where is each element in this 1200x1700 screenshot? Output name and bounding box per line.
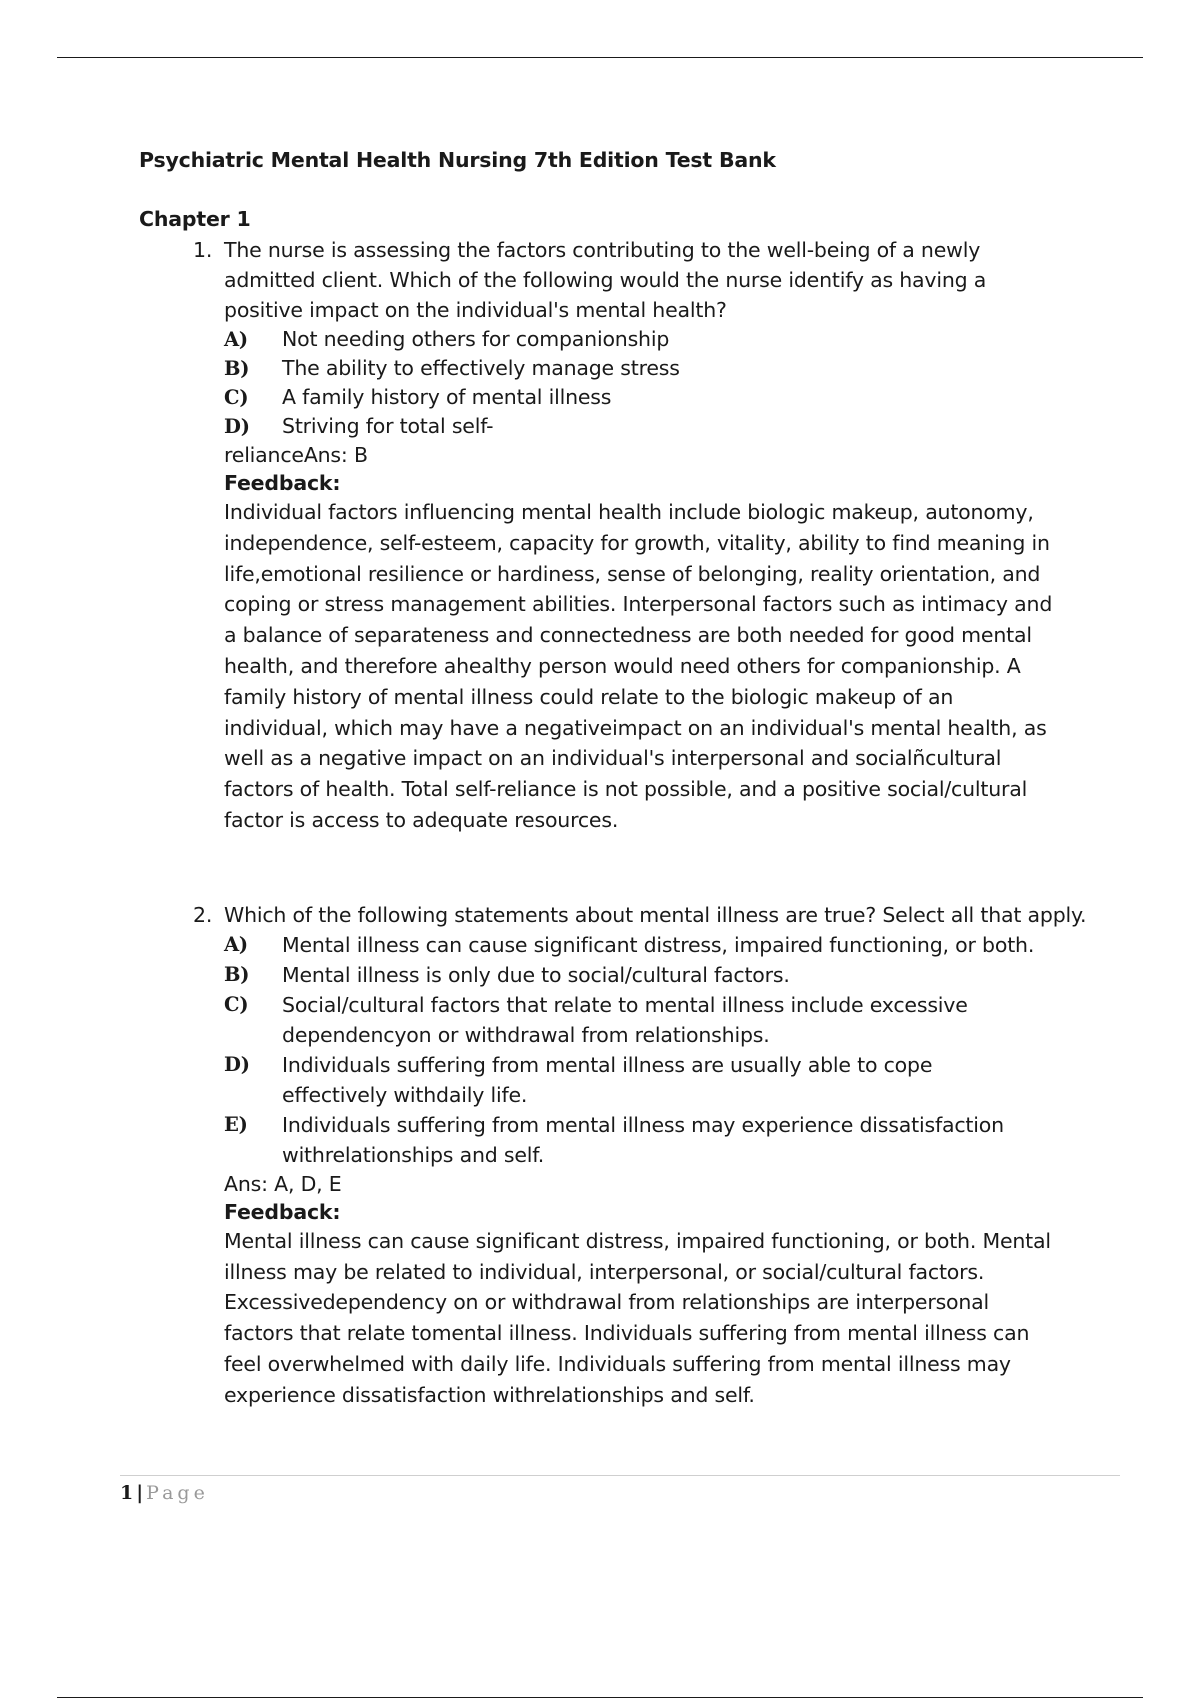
- question-stem: The nurse is assessing the factors contributing to the well-being of a newly admitted client. Which of the following would the nurse identify as having a positive impact on the individual's mental health?: [224, 238, 987, 322]
- answer-options: [224, 325, 1099, 441]
- page-footer: [120, 1479, 209, 1507]
- option-letter: A): [224, 932, 248, 956]
- question-number: 2.: [193, 902, 213, 927]
- option-text: Not needing others for companionship: [282, 327, 670, 351]
- option-letter: C): [224, 992, 249, 1016]
- option-text: Mental illness can cause significant distress, impaired functioning, or both.: [282, 932, 1035, 957]
- answer-options: [224, 930, 1099, 1170]
- option-b: [224, 960, 1099, 990]
- feedback-label: Feedback:: [224, 471, 341, 495]
- document-title: Psychiatric Mental Health Nursing 7th Edition Test Bank: [139, 148, 776, 172]
- option-d: [224, 412, 1099, 441]
- option-letter: D): [224, 1052, 250, 1076]
- page-separator: |: [136, 1482, 144, 1504]
- option-letter: E): [224, 1112, 248, 1136]
- option-text: Social/cultural factors that relate to mental illness include excessive dependencyon or withdrawal from relationships.: [282, 992, 968, 1047]
- document-body: [139, 143, 1099, 1411]
- option-text: Individuals suffering from mental illness are usually able to cope effectively withdaily life.: [282, 1052, 933, 1107]
- feedback-text: Mental illness can cause significant distress, impaired functioning, or both. Mental illness may be related to individual, interpersonal, or social/cultural factors. Excessivedependency on or withdrawal from relationships are interpersonal factors that relate tomental illness. Individuals suffering from mental illness can feel overwhelmed with daily life. Individuals suffering from mental illness may experience dissatisfaction withrelationships and self.: [224, 1228, 1051, 1407]
- option-letter: A): [224, 328, 248, 351]
- question-number: 1.: [193, 238, 213, 262]
- option-d: [224, 1050, 1099, 1110]
- option-text: The ability to effectively manage stress: [282, 356, 680, 380]
- answer-key: Ans: A, D, E: [224, 1171, 342, 1196]
- option-c: [224, 383, 1099, 412]
- feedback-text: Individual factors influencing mental health include biologic makeup, autonomy, independence, self-esteem, capacity for growth, vitality, ability to find meaning in life,emotional resilience or hardiness, sense of belonging, reality orientation, and coping or stress management abilities. Interpersonal factors such as intimacy and a balance of separateness and connectedness are both needed for good mental health, and therefore ahealthy person would need others for companionship. A family history of mental illness could relate to the biologic makeup of an individual, which may have a negativeimpact on an individual's mental health, as well as a negative impact on an individual's interpersonal and socialñcultural factors of health. Total self-reliance is not possible, and a positive social/cultural factor is access to adequate resources.: [224, 500, 1053, 832]
- option-letter: D): [224, 415, 250, 438]
- bottom-rule: [57, 1697, 1143, 1698]
- chapter-heading: Chapter 1: [139, 207, 251, 231]
- option-letter: C): [224, 386, 249, 409]
- option-b: [224, 354, 1099, 383]
- option-letter: B): [224, 962, 250, 986]
- header-rule: [57, 57, 1143, 58]
- option-a: [224, 325, 1099, 354]
- option-text: Mental illness is only due to social/cultural factors.: [282, 962, 790, 987]
- option-text: Striving for total self-: [282, 414, 494, 438]
- option-a: [224, 930, 1099, 960]
- option-text: Individuals suffering from mental illness may experience dissatisfaction withrelationships and self.: [282, 1112, 1004, 1167]
- page-label: Page: [146, 1482, 209, 1504]
- option-c: [224, 990, 1099, 1050]
- footer-rule: [120, 1475, 1120, 1476]
- answer-key: relianceAns: B: [224, 443, 368, 467]
- question-stem: Which of the following statements about mental illness are true? Select all that apply.: [224, 902, 1087, 927]
- option-text: A family history of mental illness: [282, 385, 612, 409]
- question-2: [139, 900, 1099, 1411]
- option-e: [224, 1110, 1099, 1170]
- feedback-label: Feedback:: [224, 1199, 341, 1224]
- question-1: [139, 235, 1099, 836]
- option-letter: B): [224, 357, 250, 380]
- page-number: 1: [120, 1482, 134, 1504]
